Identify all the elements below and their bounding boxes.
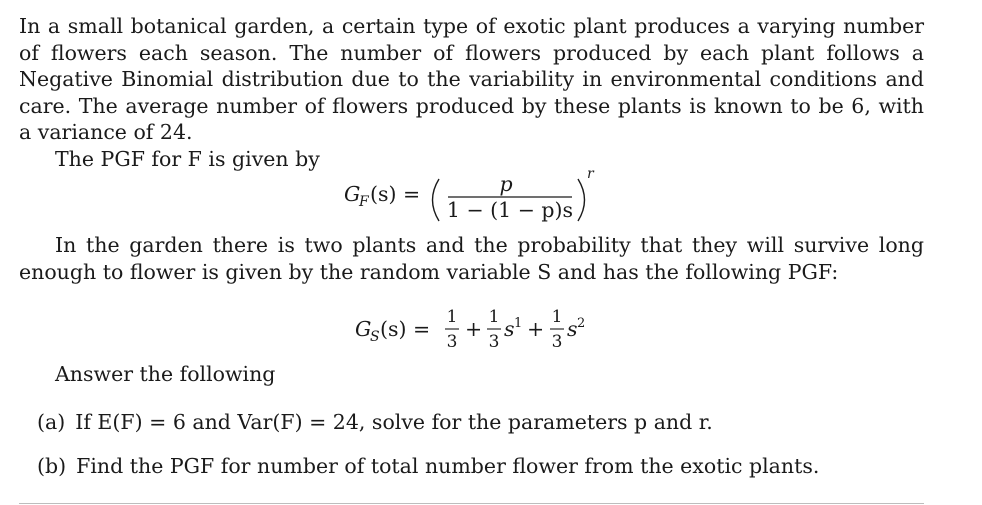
pgf-f-lhs-sub: F: [359, 194, 369, 210]
question-a: [37, 410, 713, 434]
term1-numerator: 1: [446, 307, 458, 327]
question-b-label: (b): [37, 454, 67, 478]
pgf-s-lhs: G: [355, 317, 372, 341]
answer-intro: Answer the following: [55, 362, 276, 386]
term2-numerator: 1: [488, 307, 500, 327]
plus-1: +: [465, 317, 483, 341]
question-a-text: If E(F) = 6 and Var(F) = 24, solve for the parameters p and r.: [75, 410, 713, 434]
pgf-f-arg: (s) =: [370, 182, 421, 206]
pgf-f-numerator: p: [499, 172, 513, 196]
question-b-text: Find the PGF for number of total number flower from the exotic plants.: [76, 454, 820, 478]
pgf-f-formula: [344, 163, 614, 225]
survival-paragraph: In the garden there is two plants and the probability that they will survive long enough to flower is given by the random variable S and has the following PGF:: [19, 233, 924, 284]
intro-text: In a small botanical garden, a certain type of exotic plant produces a varying number of flowers each season. The number of flowers produced by each plant follows a Negative Binomial distribution due to the variability in environmental conditions and care. The average number of flowers produced by these plants is known to be 6, with a variance of 24.: [19, 14, 924, 144]
bottom-divider: [19, 503, 924, 504]
question-a-label: (a): [37, 410, 66, 434]
pgf-lead-text: The PGF for F is given by: [55, 146, 320, 171]
pgf-s-arg: (s) =: [380, 317, 431, 341]
question-b: [37, 454, 819, 478]
right-paren: [578, 179, 585, 221]
term2-power: 1: [514, 316, 523, 331]
term3-power: 2: [577, 316, 586, 331]
term3-var: s: [567, 317, 578, 341]
left-paren: [433, 179, 440, 221]
pgf-s-lhs-sub: S: [370, 329, 380, 345]
pgf-s-formula: [355, 303, 615, 359]
term2-denominator: 3: [488, 332, 500, 352]
term3-denominator: 3: [551, 332, 563, 352]
term3-numerator: 1: [551, 307, 563, 327]
pgf-f-equation: [344, 163, 614, 230]
pgf-f-lhs: G: [344, 182, 361, 206]
term2-var: s: [504, 317, 515, 341]
pgf-s-equation: [355, 303, 615, 364]
intro-paragraph: [19, 13, 924, 172]
plus-2: +: [527, 317, 545, 341]
pgf-f-denominator: 1 − (1 − p)s: [446, 198, 574, 222]
pgf-f-exponent: r: [587, 166, 594, 182]
term1-denominator: 3: [446, 332, 458, 352]
